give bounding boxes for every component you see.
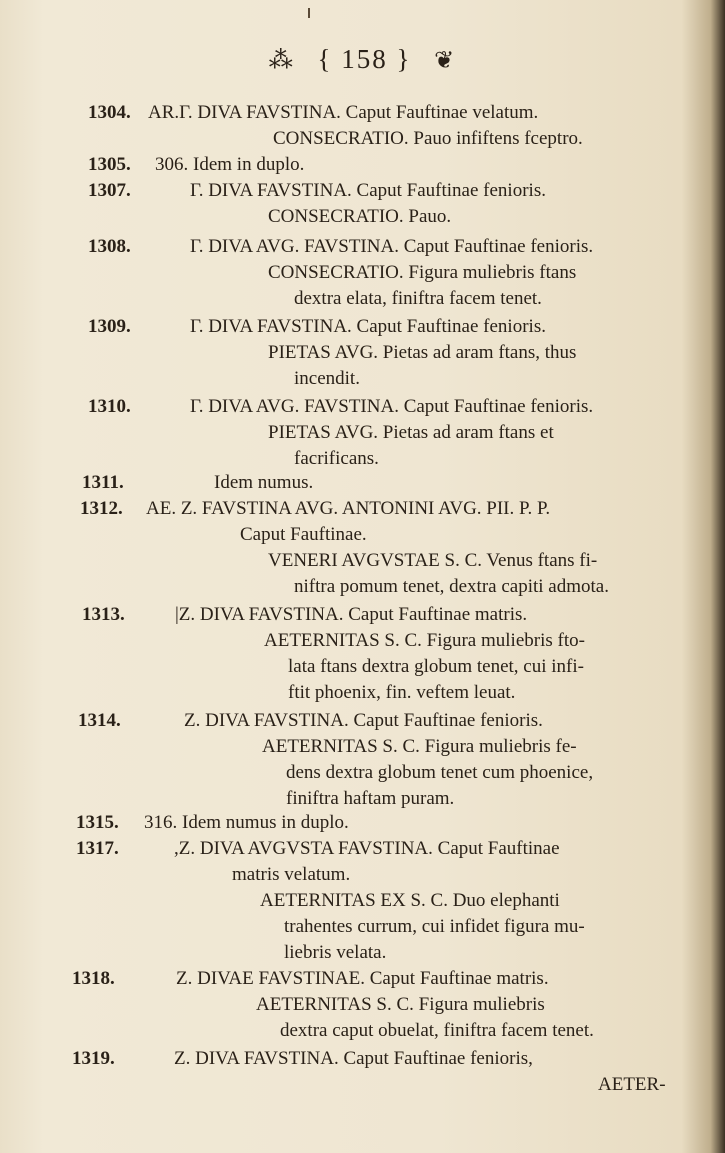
ornament-left-icon: ⁂ <box>268 48 295 74</box>
entry-continuation-line: AETERNITAS EX S. C. Duo elephanti <box>260 890 560 911</box>
entry-continuation-line: Caput Fauftinae. <box>240 524 367 545</box>
ornament-right-icon: ❦ <box>434 48 457 74</box>
entry-continuation-line: matris velatum. <box>232 864 351 885</box>
entry-continuation-line: niftra pomum tenet, dextra capiti admota. <box>294 576 609 597</box>
entry-number: 1310. <box>88 396 131 417</box>
entry-number: 1307. <box>88 180 131 201</box>
brace-close: } <box>396 44 412 74</box>
entry-line: Γ. DIVA FAVSTINA. Caput Fauftinae fenioris. <box>190 180 546 201</box>
entry-number: 1315. <box>76 812 119 833</box>
brace-open: { <box>317 44 333 74</box>
entry-line: AE. Z. FAVSTINA AVG. ANTONINI AVG. PII. P. P. <box>146 498 551 519</box>
entry-number: 1314. <box>78 710 121 731</box>
entry-continuation-line: ftit phoenix, fin. veftem leuat. <box>288 682 516 703</box>
entry-continuation-line: finiftra haftam puram. <box>286 788 455 809</box>
entry-continuation-line: AETERNITAS S. C. Figura muliebris fto- <box>264 630 585 651</box>
entry-continuation-line: dextra caput obuelat, finiftra facem tenet. <box>280 1020 594 1041</box>
entry-line: 306. Idem in duplo. <box>155 154 305 175</box>
entry-line: Z. DIVA FAVSTINA. Caput Fauftinae fenioris. <box>184 710 543 731</box>
entry-continuation-line: CONSECRATIO. Figura muliebris ftans <box>268 262 577 283</box>
entry-continuation-line: PIETAS AVG. Pietas ad aram ftans et <box>268 422 554 443</box>
page-mark <box>308 8 310 18</box>
entry-continuation-line: PIETAS AVG. Pietas ad aram ftans, thus <box>268 342 577 363</box>
entry-continuation-line: CONSECRATIO. Pauo. <box>268 206 452 227</box>
entry-number: 1313. <box>82 604 125 625</box>
entry-number: 1318. <box>72 968 115 989</box>
entry-line: Γ. DIVA AVG. FAVSTINA. Caput Fauftinae fenioris. <box>190 236 594 257</box>
page-number: 158 <box>341 44 388 74</box>
entry-line: Γ. DIVA FAVSTINA. Caput Fauftinae fenioris. <box>190 316 546 337</box>
entry-number: 1309. <box>88 316 131 337</box>
entry-line: Idem numus. <box>214 472 314 493</box>
entry-continuation-line: incendit. <box>294 368 360 389</box>
entry-line: ,Z. DIVA AVGVSTA FAVSTINA. Caput Fauftinae <box>174 838 560 859</box>
entry-continuation-line: trahentes currum, cui infidet figura mu- <box>284 916 585 937</box>
entry-continuation-line: AETERNITAS S. C. Figura muliebris <box>256 994 545 1015</box>
entry-continuation-line: dextra elata, finiftra facem tenet. <box>294 288 542 309</box>
entry-continuation-line: dens dextra globum tenet cum phoenice, <box>286 762 594 783</box>
entry-line: Z. DIVA FAVSTINA. Caput Fauftinae fenioris, <box>174 1048 533 1069</box>
entry-continuation-line: AETER- <box>598 1074 666 1095</box>
entry-number: 1319. <box>72 1048 115 1069</box>
entry-continuation-line: lata ftans dextra globum tenet, cui infi- <box>288 656 584 677</box>
entry-line: AR.Γ. DIVA FAVSTINA. Caput Fauftinae velatum. <box>148 102 539 123</box>
entry-continuation-line: CONSECRATIO. Pauo infiftens fceptro. <box>273 128 583 149</box>
entry-line: |Z. DIVA FAVSTINA. Caput Fauftinae matris. <box>175 604 528 625</box>
page-header <box>0 44 725 75</box>
entry-continuation-line: VENERI AVGVSTAE S. C. Venus ftans fi- <box>268 550 598 571</box>
entry-number: 1305. <box>88 154 131 175</box>
entry-number: 1317. <box>76 838 119 859</box>
entry-line: Γ. DIVA AVG. FAVSTINA. Caput Fauftinae fenioris. <box>190 396 594 417</box>
entry-continuation-line: AETERNITAS S. C. Figura muliebris fe- <box>262 736 577 757</box>
entry-continuation-line: liebris velata. <box>284 942 387 963</box>
entry-number: 1304. <box>88 102 131 123</box>
entry-number: 1308. <box>88 236 131 257</box>
entry-line: Z. DIVAE FAVSTINAE. Caput Fauftinae matris. <box>176 968 549 989</box>
entry-line: 316. Idem numus in duplo. <box>144 812 349 833</box>
entry-number: 1311. <box>82 472 124 493</box>
entry-number: 1312. <box>80 498 123 519</box>
entry-continuation-line: facrificans. <box>294 448 379 469</box>
